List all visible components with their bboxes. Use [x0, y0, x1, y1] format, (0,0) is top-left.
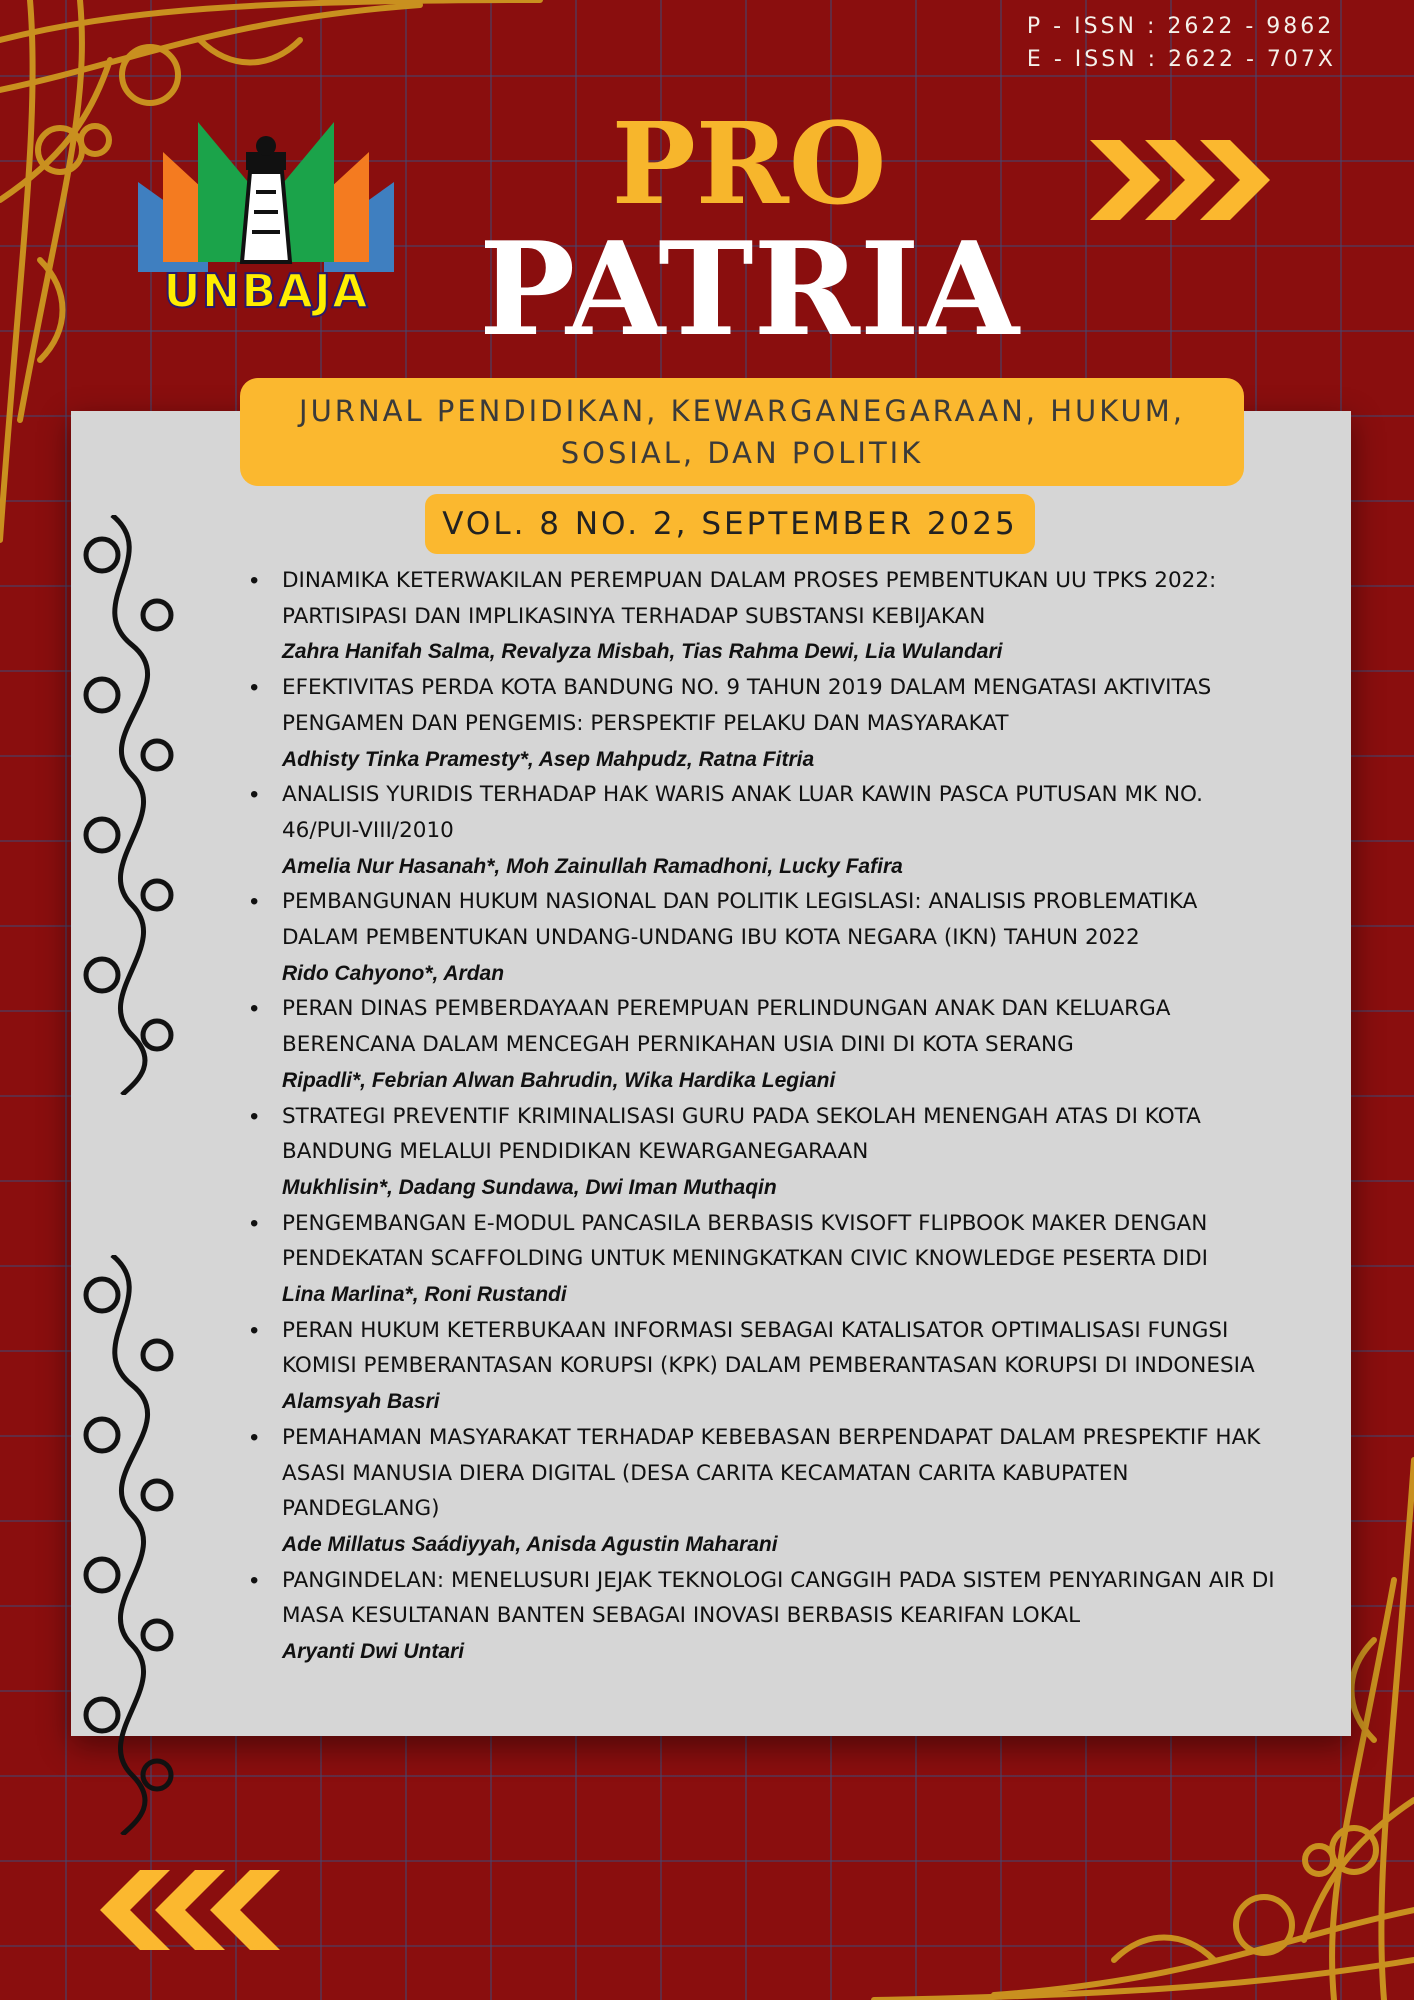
logo-text: UNBAJA [163, 264, 369, 318]
article-title: • PERAN DINAS PEMBERDAYAAN PEREMPUAN PERLINDUNGAN ANAK DAN KELUARGA BERENCANA DALAM MENCEGAH PERNIKAHAN USIA DINI DI KOTA SERANG [282, 996, 1171, 1058]
article-item [250, 563, 1280, 670]
article-authors: Zahra Hanifah Salma, Revalyza Misbah, Tias Rahma Dewi, Lia Wulandari [282, 640, 1003, 664]
journal-subtitle: JURNAL PENDIDIKAN, KEWARGANEGARAAN, HUKUM, SOSIAL, DAN POLITIK [299, 394, 1185, 470]
volume-label: VOL. 8 NO. 2, SEPTEMBER 2025 [442, 506, 1018, 542]
article-item [250, 884, 1280, 991]
article-authors: Ripadli*, Febrian Alwan Bahrudin, Wika Hardika Legiani [282, 1068, 836, 1092]
article-list [250, 563, 1280, 1670]
article-item [250, 991, 1280, 1098]
side-ornament-bottom [72, 1255, 187, 1835]
article-item [250, 1563, 1280, 1670]
article-title: • STRATEGI PREVENTIF KRIMINALISASI GURU PADA SEKOLAH MENENGAH ATAS DI KOTA BANDUNG MELALUI PENDIDIKAN KEWARGANEGARAAN [282, 1103, 1201, 1165]
article-title: • PENGEMBANGAN E-MODUL PANCASILA BERBASIS KVISOFT FLIPBOOK MAKER DENGAN PENDEKATAN SCAFFOLDING UNTUK MENINGKATKAN CIVIC KNOWLEDGE PESERTA DIDI [282, 1210, 1209, 1272]
article-title: • PEMBANGUNAN HUKUM NASIONAL DAN POLITIK LEGISLASI: ANALISIS PROBLEMATIKA DALAM PEMBENTUKAN UNDANG-UNDANG IBU KOTA NEGARA (IKN) TAHUN 2022 [282, 889, 1198, 951]
article-authors: Mukhlisin*, Dadang Sundawa, Dwi Iman Muthaqin [282, 1175, 777, 1199]
print-issn: P - ISSN : 2622 - 9862 [1026, 14, 1335, 39]
article-authors: Adhisty Tinka Pramesty*, Asep Mahpudz, Ratna Fitria [282, 747, 815, 771]
article-authors: Amelia Nur Hasanah*, Moh Zainullah Ramadhoni, Lucky Fafira [282, 854, 903, 878]
title-pro: PRO [611, 99, 887, 230]
article-authors: Ade Millatus Saádiyyah, Anisda Agustin Maharani [282, 1532, 778, 1556]
article-title: • DINAMIKA KETERWAKILAN PEREMPUAN DALAM PROSES PEMBENTUKAN UU TPKS 2022: PARTISIPASI DAN IMPLIKASINYA TERHADAP SUBSTANSI KEBIJAKAN [282, 568, 1217, 629]
issn-block [1027, 10, 1336, 76]
title-patria: PATRIA [478, 215, 1020, 365]
article-item [250, 670, 1280, 777]
article-item [250, 777, 1280, 884]
article-authors: Aryanti Dwi Untari [282, 1640, 465, 1664]
article-item [250, 1099, 1280, 1206]
article-authors: Lina Marlina*, Roni Rustandi [282, 1283, 567, 1307]
article-item [250, 1420, 1280, 1563]
article-item [250, 1313, 1280, 1420]
article-authors: Rido Cahyono*, Ardan [282, 961, 505, 985]
article-authors: Alamsyah Basri [282, 1390, 440, 1414]
electronic-issn: E - ISSN : 2622 - 707X [1026, 47, 1336, 72]
article-title: • PEMAHAMAN MASYARAKAT TERHADAP KEBEBASAN BERPENDAPAT DALAM PRESPEKTIF HAK ASASI MANUSIA DIERA DIGITAL (DESA CARITA KECAMATAN CARITA KABUPATEN PANDEGLANG) [282, 1424, 1261, 1522]
volume-banner [425, 494, 1035, 554]
side-ornament-top [72, 515, 187, 1095]
article-title: • PERAN HUKUM KETERBUKAAN INFORMASI SEBAGAI KATALISATOR OPTIMALISASI FUNGSI KOMISI PEMBERANTASAN KORUPSI (KPK) DALAM PEMBERANTASAN KORUPSI DI INDONESIA [282, 1317, 1255, 1379]
chevrons-left-icon [100, 1870, 280, 1950]
article-title: • EFEKTIVITAS PERDA KOTA BANDUNG NO. 9 TAHUN 2019 DALAM MENGATASI AKTIVITAS PENGAMEN DAN PENGEMIS: PERSPEKTIF PELAKU DAN MASYARAKAT [282, 675, 1212, 736]
subtitle-banner [240, 378, 1244, 486]
article-title: • PANGINDELAN: MENELUSURI JEJAK TEKNOLOGI CANGGIH PADA SISTEM PENYARINGAN AIR DI MASA KESULTANAN BANTEN SEBAGAI INOVASI BERBASIS KEARIFAN LOKAL [282, 1567, 1275, 1629]
article-title: • ANALISIS YURIDIS TERHADAP HAK WARIS ANAK LUAR KAWIN PASCA PUTUSAN MK NO. 46/PUI-VIII/2010 [282, 782, 1203, 843]
article-item [250, 1206, 1280, 1313]
chevrons-right-icon [1090, 140, 1270, 220]
